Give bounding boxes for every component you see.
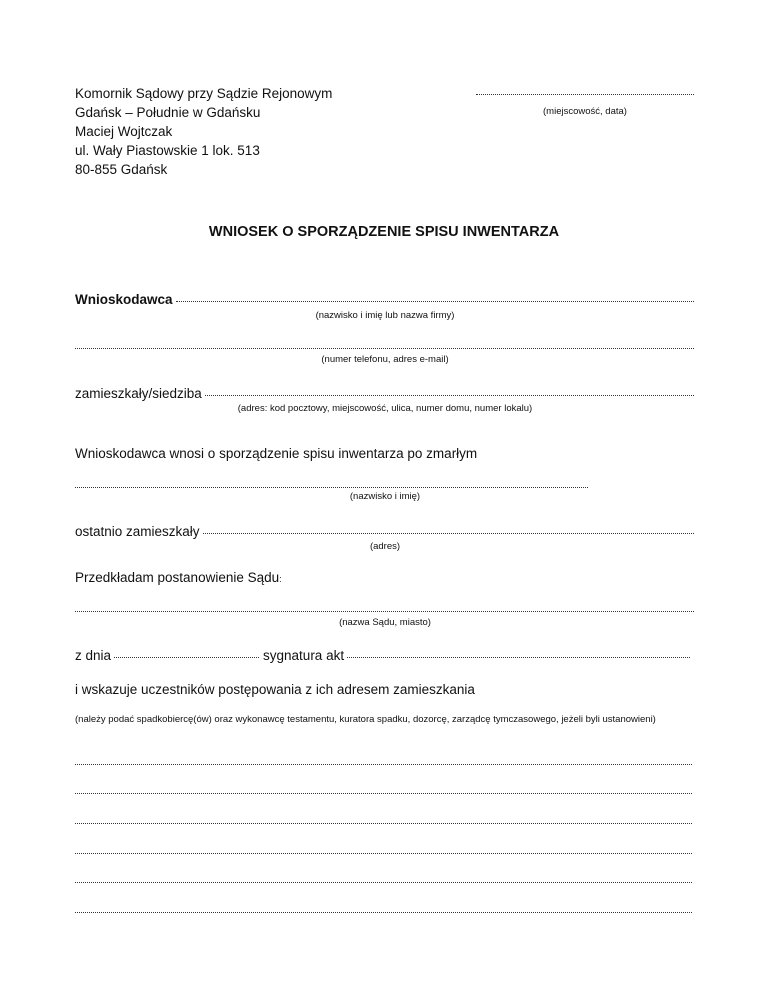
case-signature-label: sygnatura akt (263, 648, 345, 663)
applicant-contact-field[interactable] (75, 348, 694, 349)
applicant-name-field[interactable] (176, 300, 694, 302)
court-name-caption: (nazwa Sądu, miasto) (339, 617, 431, 628)
address-line-5: 80-855 Gdańsk (75, 162, 168, 177)
participant-line-6[interactable] (75, 912, 692, 913)
last-residence-row (75, 524, 694, 539)
address-line-4: ul. Wały Piastowskie 1 lok. 513 (75, 143, 260, 158)
address-line-1: Komornik Sądowy przy Sądzie Rejonowym (75, 86, 333, 101)
participant-line-5[interactable] (75, 882, 692, 883)
participant-line-1[interactable] (75, 764, 692, 765)
last-residence-caption: (adres) (369, 541, 401, 552)
participant-line-3[interactable] (75, 823, 692, 824)
residence-caption: (adres: kod pocztowy, miejscowość, ulica, numer domu, numer lokalu) (237, 403, 533, 414)
case-signature-field[interactable] (347, 656, 690, 658)
court-date-field[interactable] (114, 656, 259, 658)
applicant-label: Wnioskodawca (75, 292, 173, 307)
court-decision-text (75, 570, 282, 585)
place-date-caption: (miejscowość, data) (543, 106, 627, 117)
last-residence-label: ostatnio zamieszkały (75, 524, 200, 539)
address-line-2: Gdańsk – Południe w Gdańsku (75, 105, 261, 120)
participants-text: i wskazuje uczestników postępowania z ich adresem zamieszkania (75, 682, 475, 697)
participant-line-4[interactable] (75, 853, 692, 854)
applicant-contact-caption: (numer telefonu, adres e-mail) (321, 354, 449, 365)
residence-field[interactable] (205, 394, 694, 396)
court-decision-label: Przedkładam postanowienie Sądu (75, 570, 280, 585)
applicant-name-caption: (nazwisko i imię lub nazwa firmy) (315, 310, 455, 321)
applicant-row (75, 292, 694, 307)
residence-label: zamieszkały/siedziba (75, 386, 202, 401)
document-title: WNIOSEK O SPORZĄDZENIE SPISU INWENTARZA (208, 224, 560, 240)
address-line-3: Maciej Wojtczak (75, 124, 173, 139)
participant-line-2[interactable] (75, 793, 692, 794)
bailiff-address (75, 84, 332, 179)
last-residence-field[interactable] (203, 532, 694, 534)
participants-note: (należy podać spadkobiercę(ów) oraz wykonawcę testamentu, kuratora spadku, dozorcę, zarządcę tymczasowego, jeżeli byli ustanowieni) (75, 714, 656, 725)
deceased-name-caption: (nazwisko i imię) (349, 491, 421, 502)
request-text: Wnioskodawca wnosi o sporządzenie spisu inwentarza po zmarłym (75, 446, 478, 461)
court-name-field[interactable] (75, 611, 694, 612)
residence-row (75, 386, 694, 401)
place-date-field[interactable] (476, 88, 694, 95)
deceased-name-field[interactable] (75, 487, 588, 488)
court-decision-colon: : (279, 574, 282, 584)
court-date-signature-row (75, 648, 690, 663)
court-date-label: z dnia (75, 648, 112, 663)
